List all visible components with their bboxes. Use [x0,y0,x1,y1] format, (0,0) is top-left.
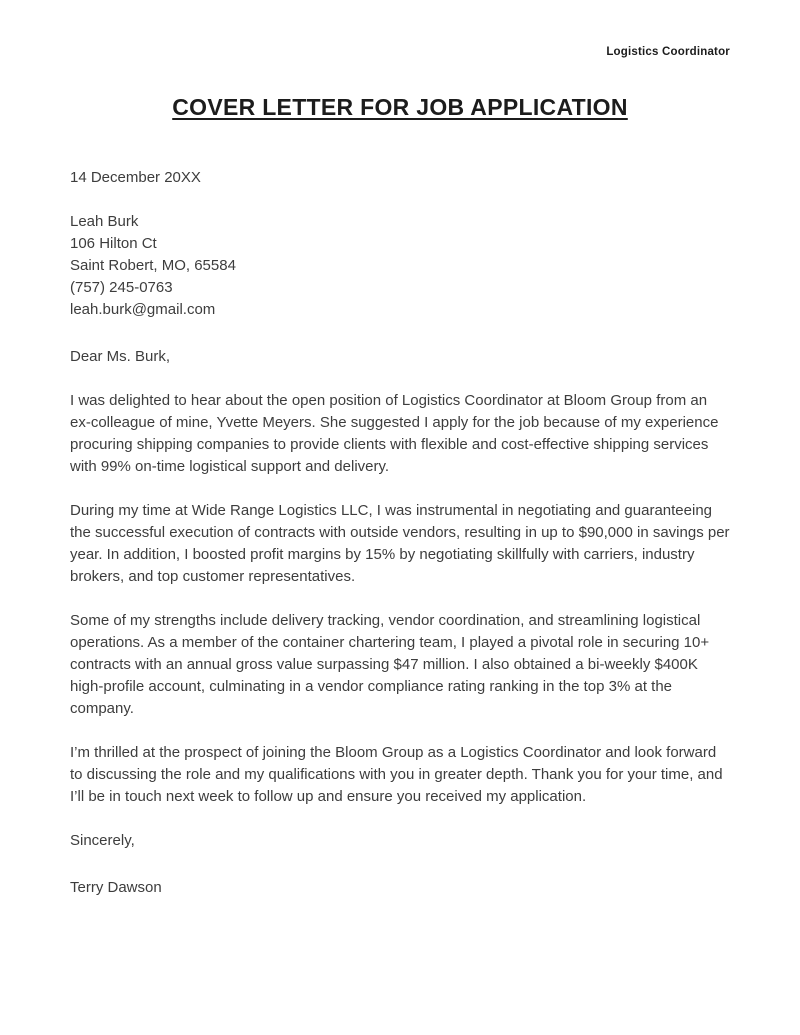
recipient-phone: (757) 245-0763 [70,279,173,296]
date-line: 14 December 20XX [70,169,201,186]
body-paragraph-2: During my time at Wide Range Logistics LLC, I was instrumental in negotiating and guaranteeing the successful execution of contracts with outside vendors, resulting in up to $90,000 in savings per year. In addition, I boosted profit margins by 15% by negotiating skillfully with carriers, industry brokers, and top customer representatives. [70,502,730,585]
recipient-address-block [70,211,730,321]
closing: Sincerely, [70,832,135,849]
recipient-address-line-1: 106 Hilton Ct [70,235,157,252]
signature-name: Terry Dawson [70,879,162,896]
salutation: Dear Ms. Burk, [70,348,171,365]
recipient-address-line-2: Saint Robert, MO, 65584 [70,257,236,274]
body-paragraph-1: I was delighted to hear about the open position of Logistics Coordinator at Bloom Group from an ex-colleague of mine, Yvette Meyers. She suggested I apply for the job because of my experience procuring shipping companies to provide clients with flexible and cost-effective shipping services with 99% on-time logistical support and delivery. [70,392,719,475]
body-paragraph-4: I’m thrilled at the prospect of joining the Bloom Group as a Logistics Coordinator and look forward to discussing the role and my qualifications with you in greater depth. Thank you for your time, and I’ll be in touch next week to follow up and ensure you received my application. [70,744,723,805]
recipient-name: Leah Burk [70,213,139,230]
body-paragraph-3: Some of my strengths include delivery tracking, vendor coordination, and streamlining logistical operations. As a member of the container chartering team, I played a pivotal role in securing 10+ contracts with an annual gross value surpassing $47 million. I also obtained a bi-weekly $400K high-profile account, culminating in a vendor compliance rating ranking in the top 3% at the company. [70,612,710,717]
header-job-title-label: Logistics Coordinator [606,46,730,58]
recipient-email: leah.burk@gmail.com [70,301,216,318]
page-title: COVER LETTER FOR JOB APPLICATION [172,94,628,120]
